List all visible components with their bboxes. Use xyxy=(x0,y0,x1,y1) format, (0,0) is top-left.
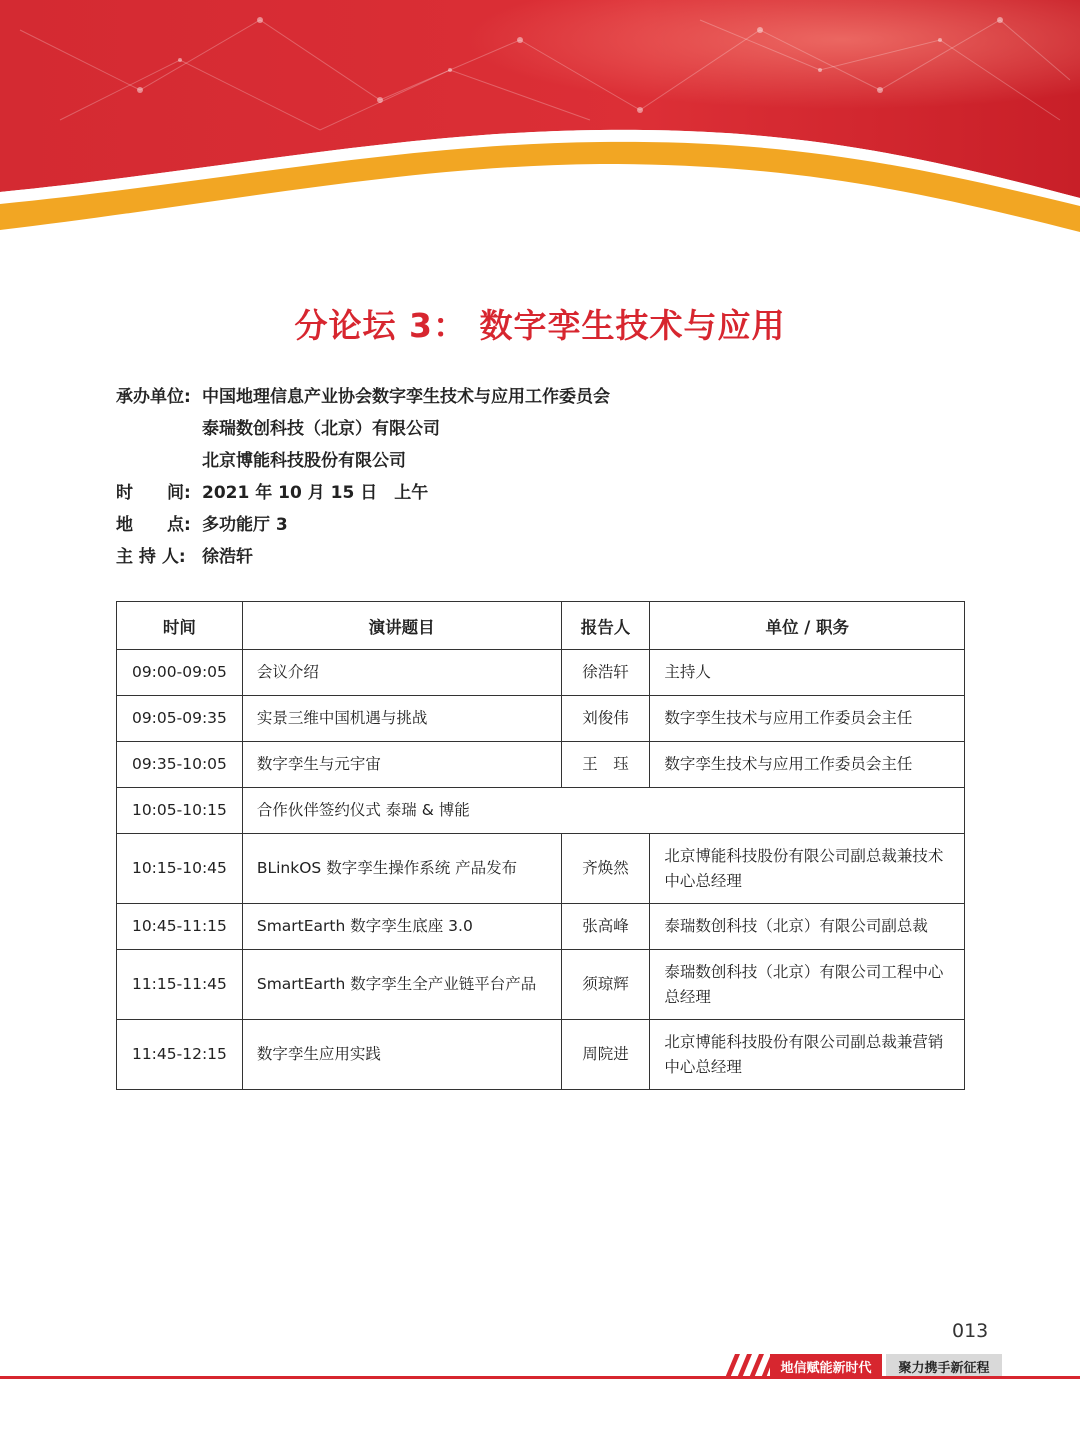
row-time: 09:00-09:05 xyxy=(117,650,243,696)
row-topic: BLinkOS 数字孪生操作系统 产品发布 xyxy=(242,834,561,904)
info-row-organizer-2 xyxy=(116,410,610,442)
row-time: 09:35-10:05 xyxy=(117,742,243,788)
table-row xyxy=(117,904,965,950)
row-speaker: 张高峰 xyxy=(561,904,650,950)
row-time: 10:15-10:45 xyxy=(117,834,243,904)
page-number: 013 xyxy=(952,1320,989,1342)
place-value: 多功能厅 3 xyxy=(202,514,288,535)
time-label: 时 间: xyxy=(116,482,191,503)
row-org: 数字孪生技术与应用工作委员会主任 xyxy=(650,742,965,788)
forum-info xyxy=(116,378,610,570)
row-speaker: 王 珏 xyxy=(561,742,650,788)
organizer-1: 中国地理信息产业协会数字孪生技术与应用工作委员会 xyxy=(202,386,610,407)
row-org: 数字孪生技术与应用工作委员会主任 xyxy=(650,696,965,742)
row-topic: SmartEarth 数字孪生底座 3.0 xyxy=(242,904,561,950)
header-org: 单位 / 职务 xyxy=(650,602,965,650)
row-time: 10:45-11:15 xyxy=(117,904,243,950)
footer-slogan-right: 聚力携手新征程 xyxy=(886,1354,1002,1378)
header-topic: 演讲题目 xyxy=(242,602,561,650)
info-row-host xyxy=(116,538,610,570)
footer-stripes-decoration xyxy=(715,1354,775,1378)
organizer-3: 北京博能科技股份有限公司 xyxy=(202,450,406,471)
place-label: 地 点: xyxy=(116,514,191,535)
footer-slogan-left: 地信赋能新时代 xyxy=(770,1354,882,1378)
row-speaker: 刘俊伟 xyxy=(561,696,650,742)
row-org: 泰瑞数创科技（北京）有限公司副总裁 xyxy=(650,904,965,950)
row-topic: 会议介绍 xyxy=(242,650,561,696)
table-row xyxy=(117,742,965,788)
row-topic: SmartEarth 数字孪生全产业链平台产品 xyxy=(242,950,561,1020)
row-topic: 实景三维中国机遇与挑战 xyxy=(242,696,561,742)
host-label: 主 持 人: xyxy=(116,546,186,567)
table-row xyxy=(117,650,965,696)
row-topic: 合作伙伴签约仪式 泰瑞 & 博能 xyxy=(242,788,964,834)
row-speaker: 齐焕然 xyxy=(561,834,650,904)
page-title: 分论坛 3： 数字孪生技术与应用 xyxy=(294,306,786,345)
table-row xyxy=(117,1020,965,1090)
table-header-row xyxy=(117,602,965,650)
time-value: 2021 年 10 月 15 日 上午 xyxy=(202,482,429,503)
row-speaker: 周院进 xyxy=(561,1020,650,1090)
row-topic: 数字孪生与元宇宙 xyxy=(242,742,561,788)
row-time: 10:05-10:15 xyxy=(117,788,243,834)
info-row-place xyxy=(116,506,610,538)
row-speaker: 须琼辉 xyxy=(561,950,650,1020)
table-row xyxy=(117,788,965,834)
table-row xyxy=(117,696,965,742)
row-time: 11:45-12:15 xyxy=(117,1020,243,1090)
info-row-time xyxy=(116,474,610,506)
table-row xyxy=(117,950,965,1020)
row-org: 泰瑞数创科技（北京）有限公司工程中心总经理 xyxy=(650,950,965,1020)
info-row-organizer-3 xyxy=(116,442,610,474)
row-org: 北京博能科技股份有限公司副总裁兼营销中心总经理 xyxy=(650,1020,965,1090)
table-row xyxy=(117,834,965,904)
host-value: 徐浩轩 xyxy=(202,546,253,567)
info-row-organizer xyxy=(116,378,610,410)
row-org: 主持人 xyxy=(650,650,965,696)
organizer-2: 泰瑞数创科技（北京）有限公司 xyxy=(202,418,440,439)
organizer-label: 承办单位: xyxy=(116,386,191,407)
footer-divider xyxy=(0,1376,1080,1379)
row-time: 11:15-11:45 xyxy=(117,950,243,1020)
row-topic: 数字孪生应用实践 xyxy=(242,1020,561,1090)
row-time: 09:05-09:35 xyxy=(117,696,243,742)
schedule-table xyxy=(116,601,965,1090)
row-org: 北京博能科技股份有限公司副总裁兼技术中心总经理 xyxy=(650,834,965,904)
row-speaker: 徐浩轩 xyxy=(561,650,650,696)
header-banner xyxy=(0,0,1080,240)
header-speaker: 报告人 xyxy=(561,602,650,650)
header-time: 时间 xyxy=(117,602,243,650)
